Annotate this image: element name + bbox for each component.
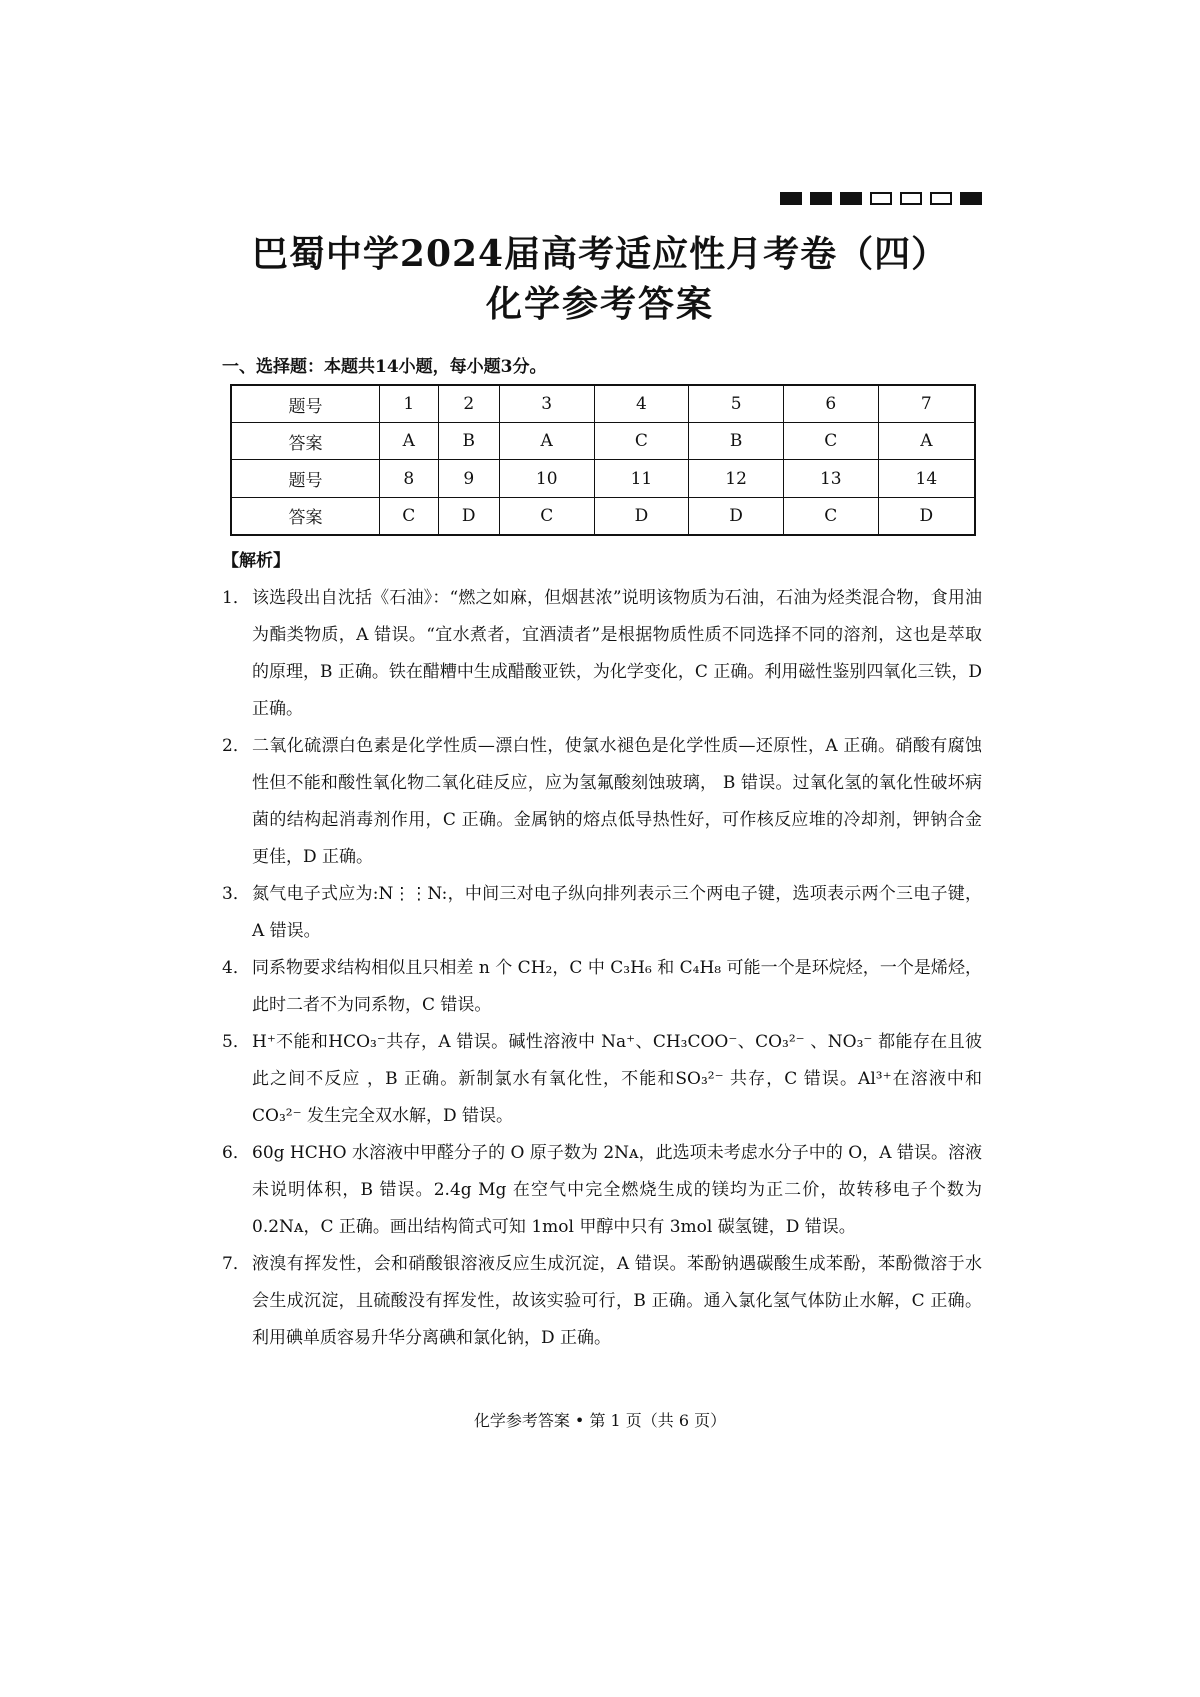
analysis-item — [222, 876, 982, 950]
table-cell: D — [689, 497, 784, 535]
item-text: 同系物要求结构相似且只相差 n 个 CH₂，C 中 C₃H₆ 和 C₄H₈ 可能一个是环烷烃，一个是烯烃，此时二者不为同系物，C 错误。 — [252, 958, 982, 1015]
analysis-list — [222, 580, 982, 1357]
table-cell: 5 — [689, 385, 784, 423]
row-label-cell: 题号 — [231, 460, 379, 497]
page-footer: 化学参考答案 • 第 1 页（共 6 页） — [473, 1411, 727, 1430]
analysis-item — [222, 728, 982, 876]
item-number: 4． — [222, 958, 250, 978]
table-row — [231, 423, 975, 460]
item-text: 60g HCHO 水溶液中甲醛分子的 O 原子数为 2Nᴀ，此选项未考虑水分子中的 O，A 错误。溶液未说明体积，B 错误。2.4g Mg 在空气中完全燃烧生成的镁均为正二价，故转移电子个数为 0.2Nᴀ，C 正确。画出结构简式可知 1mol 甲醇中只有 3mol 碳氢键，D 错误。 — [252, 1143, 982, 1237]
row-label-cell: 答案 — [231, 497, 379, 535]
table-cell: C — [783, 497, 878, 535]
table-cell: 12 — [689, 460, 784, 497]
analysis-item — [222, 1246, 982, 1357]
analysis-heading: 【解析】 — [222, 551, 290, 571]
header-marks — [780, 192, 982, 205]
item-text: 液溴有挥发性，会和硝酸银溶液反应生成沉淀，A 错误。苯酚钠遇碳酸生成苯酚，苯酚微溶于水会生成沉淀，且硫酸没有挥发性，故该实验可行，B 正确。通入氯化氢气体防止水解，C 正确。利用碘单质容易升华分离碘和氯化钠，D 正确。 — [252, 1254, 982, 1348]
filled-square-mark — [840, 192, 862, 205]
section-heading: 一、选择题：本题共14小题，每小题3分。 — [222, 357, 547, 377]
item-number: 3． — [222, 884, 250, 904]
item-number: 5． — [222, 1032, 250, 1052]
table-cell: B — [689, 423, 784, 460]
analysis-item — [222, 950, 982, 1024]
table-cell: 14 — [878, 460, 975, 497]
table-cell: 1 — [379, 385, 438, 423]
table-cell: D — [438, 497, 499, 535]
table-cell: 3 — [499, 385, 594, 423]
table-cell: 8 — [379, 460, 438, 497]
table-row — [231, 385, 975, 423]
table-cell: 7 — [878, 385, 975, 423]
table-cell: 13 — [783, 460, 878, 497]
item-text: 氮气电子式应为:N⋮⋮N:，中间三对电子纵向排列表示三个两电子键，选项表示两个三电子键，A 错误。 — [252, 884, 982, 941]
exam-title: 巴蜀中学2024届高考适应性月考卷（四） — [251, 233, 949, 275]
table-cell: C — [594, 423, 689, 460]
table-cell: C — [783, 423, 878, 460]
table-cell: 6 — [783, 385, 878, 423]
table-cell: A — [499, 423, 594, 460]
table-cell: C — [379, 497, 438, 535]
table-cell: D — [594, 497, 689, 535]
empty-square-mark — [870, 192, 892, 205]
filled-square-mark — [780, 192, 802, 205]
table-cell: 10 — [499, 460, 594, 497]
item-number: 7． — [222, 1254, 250, 1274]
table-cell: 9 — [438, 460, 499, 497]
exam-subtitle: 化学参考答案 — [485, 283, 714, 325]
row-label-cell: 答案 — [231, 423, 379, 460]
empty-square-mark — [900, 192, 922, 205]
analysis-item — [222, 580, 982, 728]
table-cell: D — [878, 497, 975, 535]
item-text: 该选段出自沈括《石油》：“燃之如麻，但烟甚浓”说明该物质为石油，石油为烃类混合物，食用油为酯类物质，A 错误。“宜水煮者，宜酒渍者”是根据物质性质不同选择不同的溶剂，这也是萃取的原理，B 正确。铁在醋糟中生成醋酸亚铁，为化学变化，C 正确。利用磁性鉴别四氧化三铁，D 正确。 — [252, 588, 982, 719]
table-cell: 4 — [594, 385, 689, 423]
empty-square-mark — [930, 192, 952, 205]
item-number: 6． — [222, 1143, 250, 1163]
answer-table — [230, 384, 976, 536]
item-number: 1． — [222, 588, 250, 608]
table-row — [231, 460, 975, 497]
filled-square-mark — [960, 192, 982, 205]
table-cell: B — [438, 423, 499, 460]
table-cell: 2 — [438, 385, 499, 423]
table-cell: 11 — [594, 460, 689, 497]
table-cell: A — [878, 423, 975, 460]
row-label-cell: 题号 — [231, 385, 379, 423]
filled-square-mark — [810, 192, 832, 205]
item-text: H⁺不能和HCO₃⁻共存，A 错误。碱性溶液中 Na⁺、CH₃COO⁻、CO₃²⁻ 、NO₃⁻ 都能存在且彼此之间不反应 ，B 正确。新制氯水有氧化性，不能和SO₃²⁻ 共存，C 错误。Al³⁺在溶液中和CO₃²⁻ 发生完全双水解，D 错误。 — [252, 1032, 982, 1126]
table-row — [231, 497, 975, 535]
table-cell: A — [379, 423, 438, 460]
analysis-item — [222, 1024, 982, 1135]
item-text: 二氧化硫漂白色素是化学性质—漂白性，使氯水褪色是化学性质—还原性，A 正确。硝酸有腐蚀性但不能和酸性氧化物二氧化硅反应，应为氢氟酸刻蚀玻璃， B 错误。过氧化氢的氧化性破坏病菌的结构起消毒剂作用，C 正确。金属钠的熔点低导热性好，可作核反应堆的冷却剂，钾钠合金更佳，D 正确。 — [252, 736, 982, 867]
analysis-item — [222, 1135, 982, 1246]
table-cell: C — [499, 497, 594, 535]
item-number: 2． — [222, 736, 250, 756]
